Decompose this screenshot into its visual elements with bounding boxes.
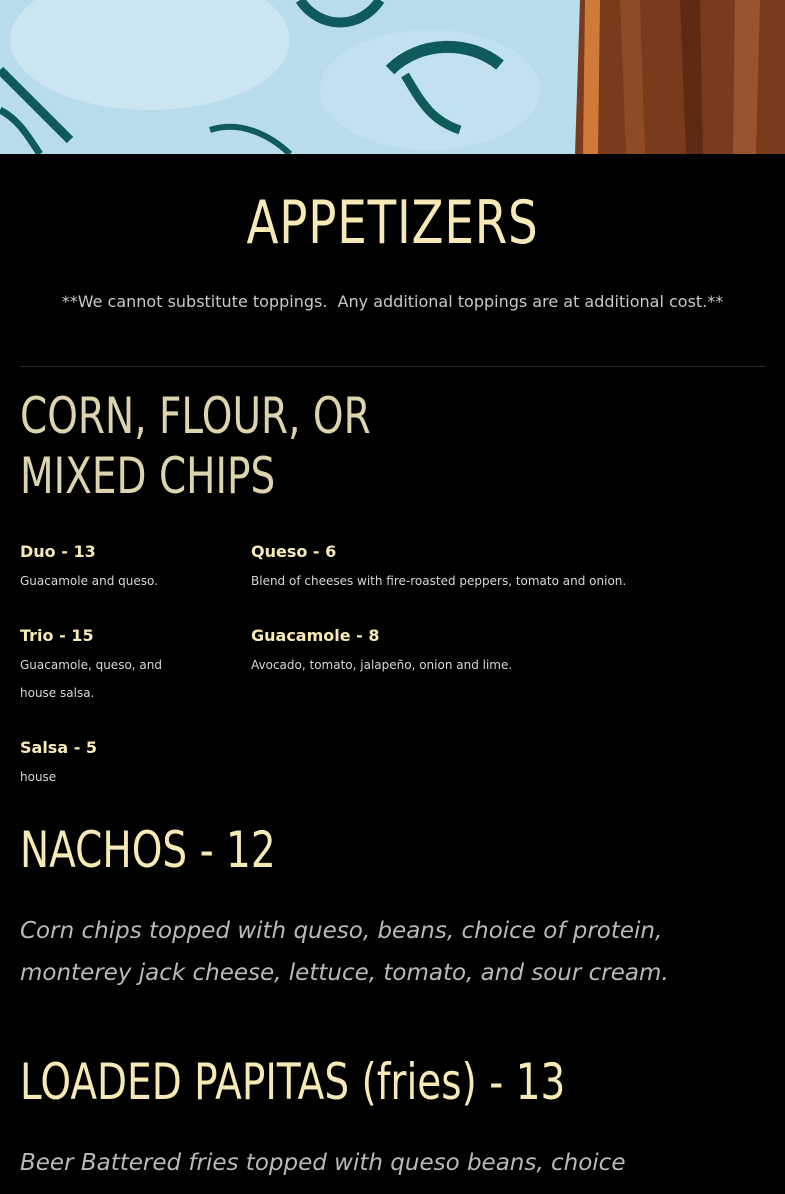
- papitas-description: Beer Battered fries topped with queso beans, choice: [20, 1150, 626, 1176]
- substitution-notice: **We cannot substitute toppings. Any additional toppings are at additional cost.**: [61, 292, 724, 311]
- mural-illustration: [0, 0, 785, 154]
- menu-item-desc-trio: Guacamole, queso, and house salsa.: [20, 658, 162, 700]
- nachos-title: NACHOS - 12: [20, 821, 276, 879]
- nachos-description: Corn chips topped with queso, beans, choice of protein, monterey jack cheese, lettuce, tomato, and sour cream.: [20, 918, 669, 986]
- menu-item-desc-guacamole: Avocado, tomato, jalapeño, onion and lime.: [251, 658, 513, 672]
- menu-item-desc-salsa: house: [20, 770, 57, 784]
- hero-image: [0, 0, 785, 154]
- menu-item-desc-queso: Blend of cheeses with fire-roasted peppers, tomato and onion.: [251, 574, 627, 588]
- menu-content: [0, 154, 785, 1194]
- chips-title-line1: CORN, FLOUR, OR: [20, 387, 371, 445]
- menu-item-name-salsa: Salsa - 5: [20, 738, 98, 757]
- section-title: APPETIZERS: [246, 188, 539, 258]
- menu-item-desc-duo: Guacamole and queso.: [20, 574, 158, 588]
- section-divider: [20, 366, 765, 367]
- papitas-title: LOADED PAPITAS (fries) - 13: [20, 1053, 566, 1111]
- menu-item-name-duo: Duo - 13: [20, 542, 96, 561]
- chips-title-line2: MIXED CHIPS: [20, 447, 276, 505]
- menu-item-name-queso: Queso - 6: [251, 542, 337, 561]
- menu-item-name-guacamole: Guacamole - 8: [251, 626, 380, 645]
- menu-item-name-trio: Trio - 15: [20, 626, 94, 645]
